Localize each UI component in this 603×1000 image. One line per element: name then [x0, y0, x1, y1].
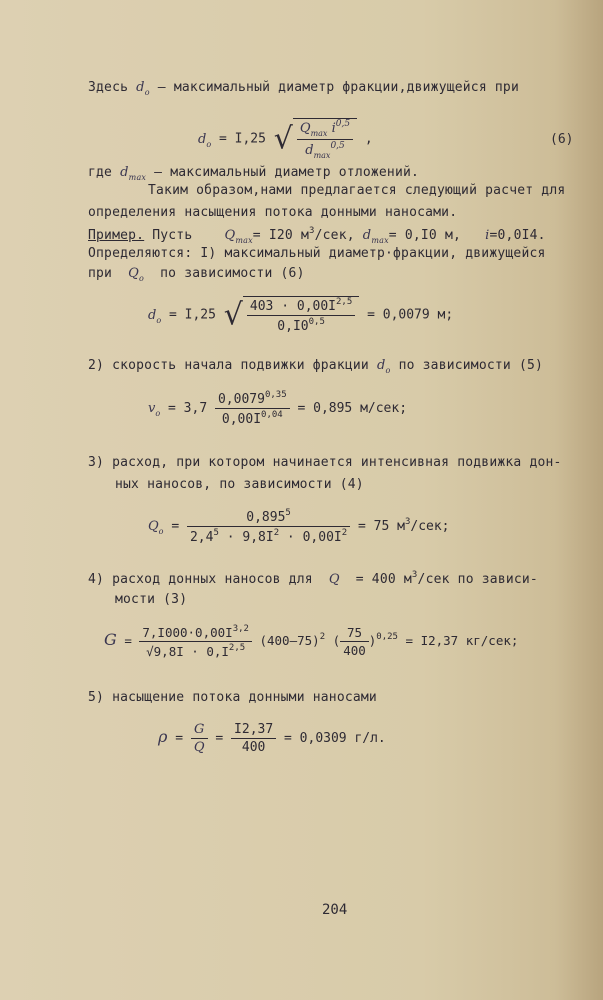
d0-fraction: $\frac{403 \cdot 0,00I^{2,5}}{0,I0^{0,5}}$	[247, 297, 355, 334]
g-equals: =	[124, 633, 132, 648]
symbol-dmax-2: $d_{max}$	[362, 228, 389, 245]
q0-fraction: $\frac{0,895^5}{2,4^5 \cdot 9,8I^2 \cdot 0,00I^2}$	[187, 508, 350, 545]
equation-v0	[148, 390, 407, 427]
text-line11-rest: /сек по зависи-	[417, 572, 538, 587]
symbol-d0-2: $d_o$	[376, 358, 391, 375]
text-line-7	[88, 266, 305, 283]
g-lhs: G	[104, 630, 117, 649]
rho-fraction-2: $\frac{I2,37}{400}$	[231, 722, 276, 755]
eq6-fraction: $\frac{Q_{max} i^{0,5}}{d_{max}^{0,5}}$	[297, 119, 353, 160]
equation-rho	[158, 722, 386, 755]
equation-6	[198, 118, 373, 160]
i-value: =0,0I4.	[489, 228, 546, 243]
text-line2-rest: – максимальный диаметр отложений.	[154, 165, 420, 180]
rho-equals: =	[175, 731, 184, 746]
g-mid: $(400-75)^2$	[259, 632, 326, 648]
text-line11-exp: 3	[411, 570, 418, 580]
v0-result: = 0,895 м/сек;	[297, 401, 408, 416]
text-line-2	[88, 165, 419, 182]
text-gde: где	[88, 165, 113, 180]
symbol-dmax: $d_{max}$	[120, 165, 147, 182]
text-line-1	[88, 80, 519, 97]
text-line-9: 3) расход, при котором начинается интенсивная подвижка дон-	[88, 455, 562, 470]
equation-g: G = $\frac{7,I000\cdot 0,00I^{3,2}}{√9,8I \cdot 0,I^{2,5}}$ $(400-75)^2$ ( $\frac{75}{400}$ )$^{0,25}$ = I2,37 кг/сек;	[104, 624, 519, 659]
rho-result: = 0,0309 г/л.	[284, 731, 386, 746]
v0-lhs: $v_o$	[148, 401, 161, 418]
text-line8-rest: по зависимости (5)	[398, 358, 544, 373]
eq6-radicand	[293, 118, 357, 160]
text-example: Пример.	[88, 228, 145, 243]
equation-number-6: (6)	[550, 132, 574, 147]
text-line7-rest: по зависимости (6)	[160, 266, 305, 281]
text-pust: Пусть	[152, 228, 193, 243]
eq6-coef: = I,25	[218, 131, 266, 147]
q0-result: = 75 $м^3$/сек;	[357, 517, 450, 534]
rho-equals-2: =	[215, 731, 224, 746]
text-line-8	[88, 358, 543, 375]
symbol-d0: $d_o$	[136, 80, 150, 97]
d0-result: = 0,0079 м;	[367, 307, 454, 323]
equation-q0	[148, 508, 450, 545]
g-fraction-2: $\frac{75}{400}$	[340, 625, 369, 658]
d0-coef: = I,25	[168, 307, 216, 323]
qmax-value: = I20 м	[252, 228, 309, 243]
v0-coef: = 3,7	[168, 401, 208, 416]
text-line-11	[88, 570, 538, 587]
q0-equals: =	[171, 519, 180, 534]
eq6-comma: ,	[364, 131, 373, 147]
text-line11-val: = 400 м	[355, 572, 412, 587]
g-result: = I2,37 кг/сек;	[405, 633, 519, 648]
text-line-12: мости (3)	[115, 592, 188, 607]
text-line-6: Определяются: I) максимальный диаметр·фракции, движущейся	[88, 246, 546, 261]
text-line1-rest: – максимальный диаметр фракции,движущейся при	[157, 80, 519, 95]
v0-fraction: $\frac{0,0079^{0,35}}{0,00I^{0,04}}$	[215, 390, 290, 427]
symbol-q0: $Q_o$	[128, 266, 145, 283]
d0-radicand	[243, 296, 359, 334]
symbol-q: Q	[328, 572, 340, 587]
text-line8-pre: 2) скорость начала подвижки фракции	[88, 358, 369, 373]
sqrt-sign: √	[223, 297, 243, 333]
text-zdes: Здесь	[88, 80, 129, 95]
sqrt-sign: √	[273, 121, 293, 157]
qmax-exp: 3	[308, 226, 315, 236]
text-line-4: определения насыщения потока донными наносами.	[88, 205, 458, 220]
rho-lhs: ρ	[158, 727, 168, 746]
text-line-10: ных наносов, по зависимости (4)	[115, 477, 364, 492]
page-number: 204	[322, 902, 348, 918]
rho-fraction-1: $\frac{G}{Q}$	[191, 722, 208, 755]
g-exp: 0,25	[376, 632, 398, 642]
text-line11-pre: 4) расход донных наносов для	[88, 572, 313, 587]
symbol-i: i	[485, 228, 490, 243]
equation-d0	[148, 296, 453, 334]
d0-lhs: $d_o$	[148, 307, 162, 325]
eq6-lhs: $d_o$	[198, 131, 212, 149]
text-pri: при	[88, 266, 113, 281]
dmax-value: = 0,I0 м,	[388, 228, 462, 243]
qmax-unit: /сек,	[314, 228, 355, 243]
text-line-5	[88, 226, 546, 245]
text-line-3: Таким образом,нами предлагается следующий расчет для	[148, 183, 566, 198]
g-fraction: $\frac{7,I000\cdot 0,00I^{3,2}}{√9,8I \cdot 0,I^{2,5}}$	[139, 624, 252, 659]
q0-lhs: $Q_o$	[148, 519, 164, 536]
text-line-13: 5) насыщение потока донными наносами	[88, 690, 377, 705]
symbol-qmax: $Q_{max}$	[224, 228, 253, 245]
